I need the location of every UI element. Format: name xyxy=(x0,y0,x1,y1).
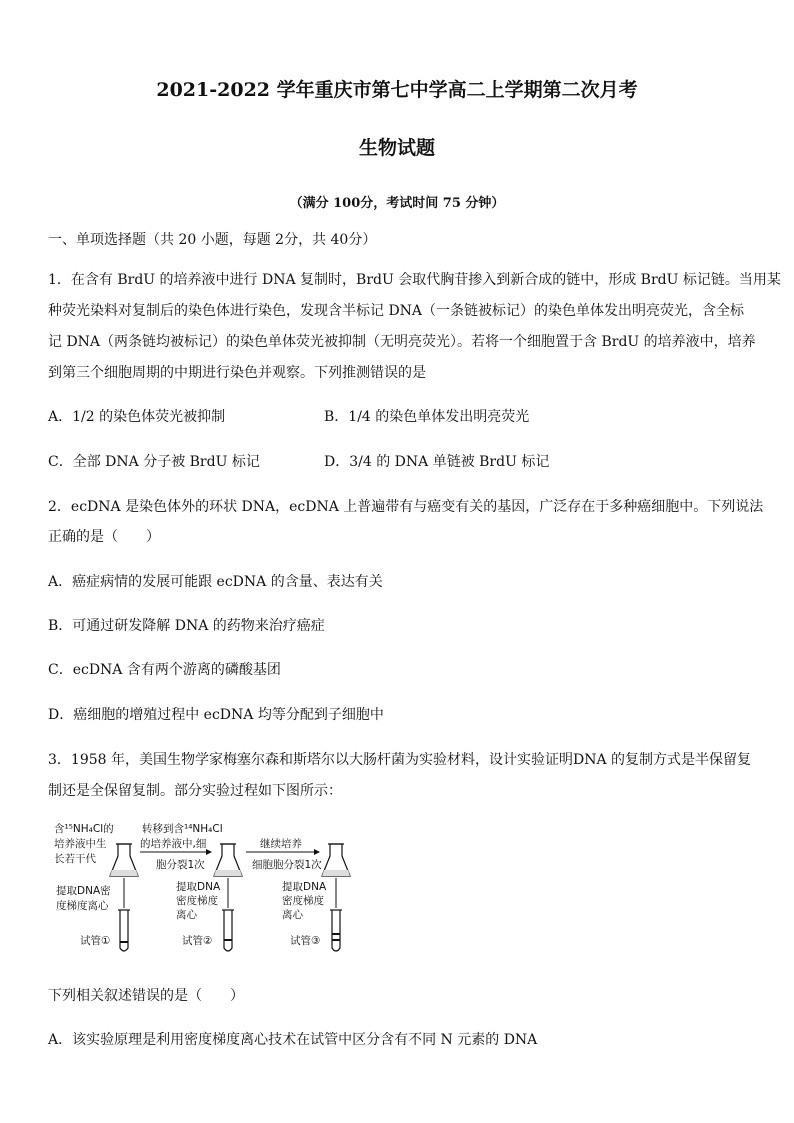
q1-option-a[interactable]: A．1/2 的染色体荧光被抑制 xyxy=(48,409,226,425)
diagram-label: 提取DNA xyxy=(282,881,327,893)
test-tube-icon xyxy=(330,910,342,951)
q1-option-d[interactable]: D．3/4 的 DNA 单链被 BrdU 标记 xyxy=(324,454,550,470)
tube-label: 试管② xyxy=(182,935,213,947)
q3-stem: 下列相关叙述错误的是（ ） xyxy=(48,988,244,1004)
q1-line: 到第三个细胞周期的中期进行染色并观察。下列推测错误的是 xyxy=(48,365,426,381)
q2-option-a[interactable]: A．癌症病情的发展可能跟 ecDNA 的含量、表达有关 xyxy=(48,574,383,590)
diagram-label: 离心 xyxy=(282,909,303,921)
diagram-label: 密度梯度 xyxy=(282,895,324,907)
section-heading: 一、单项选择题（共 20 小题，每题 2分，共 40分） xyxy=(48,232,377,248)
diagram-label: 继续培养 xyxy=(260,838,302,850)
diagram-label: 培养液中生 xyxy=(54,838,107,850)
page-title: 2021-2022 学年重庆市第七中学高二上学期第二次月考 xyxy=(156,79,638,101)
flask-icon xyxy=(110,844,138,876)
diagram-label: 长若干代 xyxy=(54,853,96,865)
diagram-label: 细胞胞分裂1次 xyxy=(252,859,322,871)
diagram-label: 提取DNA xyxy=(176,881,221,893)
q1-line: 1．在含有 BrdU 的培养液中进行 DNA 复制时，BrdU 会取代胸苷掺入到新合成的链中，形成 BrdU 标记链。当用某 xyxy=(48,272,781,288)
diagram-label: 密度梯度 xyxy=(176,895,218,907)
tube-label: 试管① xyxy=(80,935,111,947)
q2-option-c[interactable]: C．ecDNA 含有两个游离的磷酸基团 xyxy=(48,662,281,678)
diagram-label: 含¹⁵NH₄Cl的 xyxy=(54,823,114,835)
q2-line: 正确的是（ ） xyxy=(48,529,160,545)
test-tube-icon xyxy=(222,910,234,951)
diagram-label: 提取DNA密 xyxy=(56,885,111,897)
subject-title: 生物试题 xyxy=(358,137,435,159)
q2-option-b[interactable]: B．可通过研发降解 DNA 的药物来治疗癌症 xyxy=(48,618,325,634)
q3-line: 制还是全保留复制。部分实验过程如下图所示： xyxy=(48,783,342,799)
test-tube-icon xyxy=(118,910,130,951)
diagram-label: 离心 xyxy=(176,909,197,921)
q2-line: 2．ecDNA 是染色体外的环状 DNA，ecDNA 上普遍带有与癌变有关的基因，广泛存在于多种癌细胞中。下列说法 xyxy=(48,499,764,515)
diagram-label: 胞分裂1次 xyxy=(156,859,205,871)
flask-icon xyxy=(322,844,350,876)
q1-line: 记 DNA（两条链均被标记）的染色单体荧光被抑制（无明亮荧光）。若将一个细胞置于含 BrdU 的培养液中，培养 xyxy=(48,334,756,350)
q1-option-b[interactable]: B．1/4 的染色单体发出明亮荧光 xyxy=(324,409,530,425)
diagram-label: 转移到含¹⁴NH₄Cl xyxy=(142,823,223,835)
q2-option-d[interactable]: D．癌细胞的增殖过程中 ecDNA 均等分配到子细胞中 xyxy=(48,707,384,723)
exam-info: （满分 100分，考试时间 75 分钟） xyxy=(289,196,505,211)
q3-line: 3．1958 年，美国生物学家梅塞尔森和斯塔尔以大肠杆菌为实验材料，设计实验证明DNA 的复制方式是半保留复 xyxy=(48,752,752,768)
q1-line: 种荧光染料对复制后的染色体进行染色，发现含半标记 DNA（一条链被标记）的染色单体发出明亮荧光，含全标 xyxy=(48,303,745,319)
experiment-diagram xyxy=(46,818,386,958)
diagram-label: 的培养液中,细 xyxy=(140,838,207,850)
flask-icon xyxy=(214,844,242,876)
diagram-label: 度梯度离心 xyxy=(56,900,109,912)
q1-option-c[interactable]: C．全部 DNA 分子被 BrdU 标记 xyxy=(48,454,260,470)
tube-label: 试管③ xyxy=(290,935,321,947)
q3-option-a[interactable]: A．该实验原理是利用密度梯度离心技术在试管中区分含有不同 N 元素的 DNA xyxy=(48,1032,538,1048)
